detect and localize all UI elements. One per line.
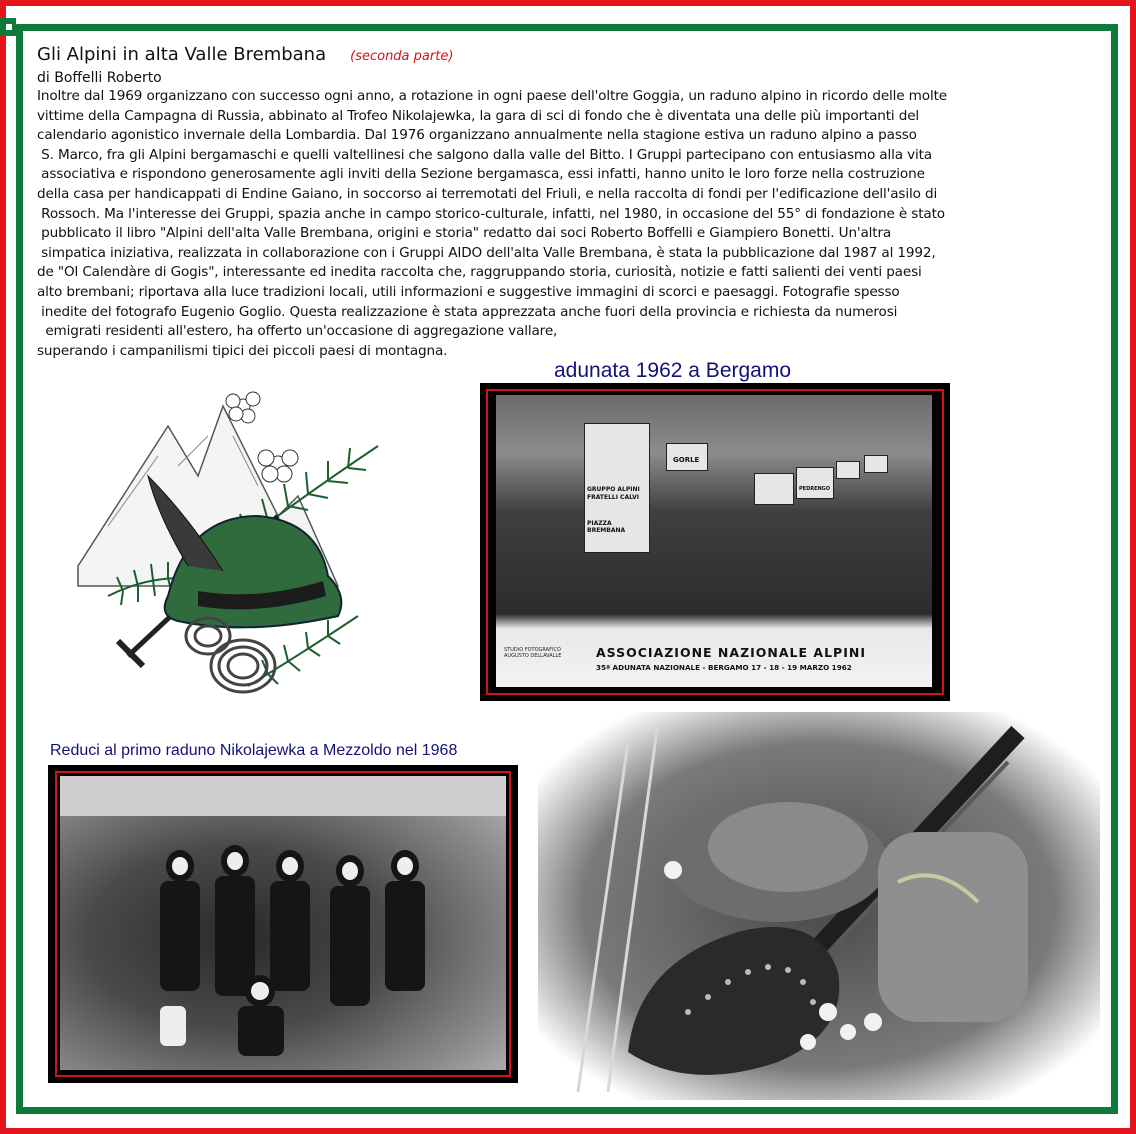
group-photo: [60, 776, 506, 1070]
body-line: de "Ol Calendàre di Gogis", interessante ed inedita raccolta che, raggruppando storia, curiosità, notizie e fatti salienti dei venti paesi: [37, 264, 922, 281]
banner-sign: [836, 461, 860, 479]
photo-adunata-1962: [480, 383, 950, 701]
sign-piazza: PIAZZA BREMBANA: [587, 520, 626, 534]
body-line: S. Marco, fra gli Alpini bergamaschi e quelli valtellinesi che salgono dalla valle del Bitto. I Gruppi partecipano con entusiasmo alla vita: [37, 146, 932, 163]
body-line: simpatica iniziativa, realizzata in collaborazione con i Gruppi AIDO dell'alta Valle Brembana, è stata la pubblicazione dal 1987 al 1992,: [37, 244, 936, 261]
body-line: emigrati residenti all'estero, ha offerto un'occasione di aggregazione vallare,: [37, 323, 558, 340]
photo-reduci-1968: [48, 765, 518, 1083]
body-line: alto brembani; riportava alla luce tradizioni locali, utili informazioni e suggestive immagini di scorci e paesaggi. Fotografie spesso: [37, 283, 900, 300]
body-line: pubblicato il libro "Alpini dell'alta Valle Brembana, origini e storia" redatto dai soci Roberto Boffelli e Giampiero Bonetti. Un'altra: [37, 225, 892, 242]
body-line: associativa e rispondono generosamente agli inviti della Sezione bergamasca, essi infatti, hanno unito le loro forze nella costruzione: [37, 166, 925, 183]
body-line: calendario agonistico invernale della Lombardia. Dal 1976 organizzano annualmente nella stagione estiva un raduno alpino a passo: [37, 127, 917, 144]
photo-caption-reduci: Reduci al primo raduno Nikolajewka a Mezzoldo nel 1968: [50, 742, 458, 759]
article: [37, 44, 1112, 361]
association-title: ASSOCIAZIONE NAZIONALE ALPINI: [596, 645, 866, 660]
body-line: vittime della Campagna di Russia, abbinato al Trofeo Nikolajewka, la gara di sci di fondo che è diventata una delle più importanti del: [37, 107, 920, 124]
studio-name: AUGUSTO DELLAVALLE: [504, 653, 562, 659]
banner-sign: [754, 473, 794, 505]
backpack-icon: [878, 832, 1028, 1022]
studio-stamp: [504, 647, 561, 659]
alpine-hat-emblem-illustration: [48, 366, 448, 728]
article-subtitle-tag: (seconda parte): [350, 49, 454, 64]
sign-gorle: GORLE: [673, 456, 700, 464]
article-author: di Boffelli Roberto: [37, 70, 162, 86]
body-line: inedite del fotografo Eugenio Goglio. Questa realizzazione è stata apprezzata anche fuori della provincia e richiesta da numerosi: [37, 303, 898, 320]
adunata-subtitle: 35ª ADUNATA NAZIONALE - BERGAMO 17 - 18 - 19 MARZO 1962: [596, 663, 852, 672]
corner-mark: [0, 18, 16, 36]
sign-gruppo: GRUPPO ALPINI FRATELLI CALVI: [587, 486, 640, 501]
alpine-still-life-photo: [538, 712, 1100, 1100]
crowd-photo: [496, 395, 932, 687]
rope-coil-icon: [186, 618, 275, 692]
body-line: superando i campanilismi tipici dei piccoli paesi di montagna.: [37, 342, 448, 359]
article-title: Gli Alpini in alta Valle Brembana: [37, 44, 327, 65]
body-line: Inoltre dal 1969 organizzano con successo ogni anno, a rotazione in ogni paese dell'oltre Goggia, un raduno alpino in ricordo delle molte: [37, 88, 947, 104]
article-body: [37, 87, 1112, 361]
body-line: Rossoch. Ma l'interesse dei Gruppi, spazia anche in campo storico-culturale, infatti, nel 1980, in occasione del 55° di fondazione è stato: [37, 205, 945, 222]
photo-caption-adunata: adunata 1962 a Bergamo: [554, 359, 792, 382]
banner-sign: [864, 455, 888, 473]
banner-sign: [584, 423, 650, 553]
title-line: [37, 44, 1112, 68]
alpine-hat-icon: [668, 802, 888, 922]
banner-sign: [796, 467, 834, 499]
banner-sign: [666, 443, 708, 471]
body-line: della casa per handicappati di Endine Gaiano, in soccorso ai terremotati del Friuli, e nella raccolta di fondi per l'edificazione dell'asilo di: [37, 185, 938, 202]
studio-label: STUDIO FOTOGRAFICO: [504, 647, 561, 653]
group-silhouettes: [60, 776, 506, 1070]
sign-pedrengo: PEDRENGO: [799, 486, 831, 492]
